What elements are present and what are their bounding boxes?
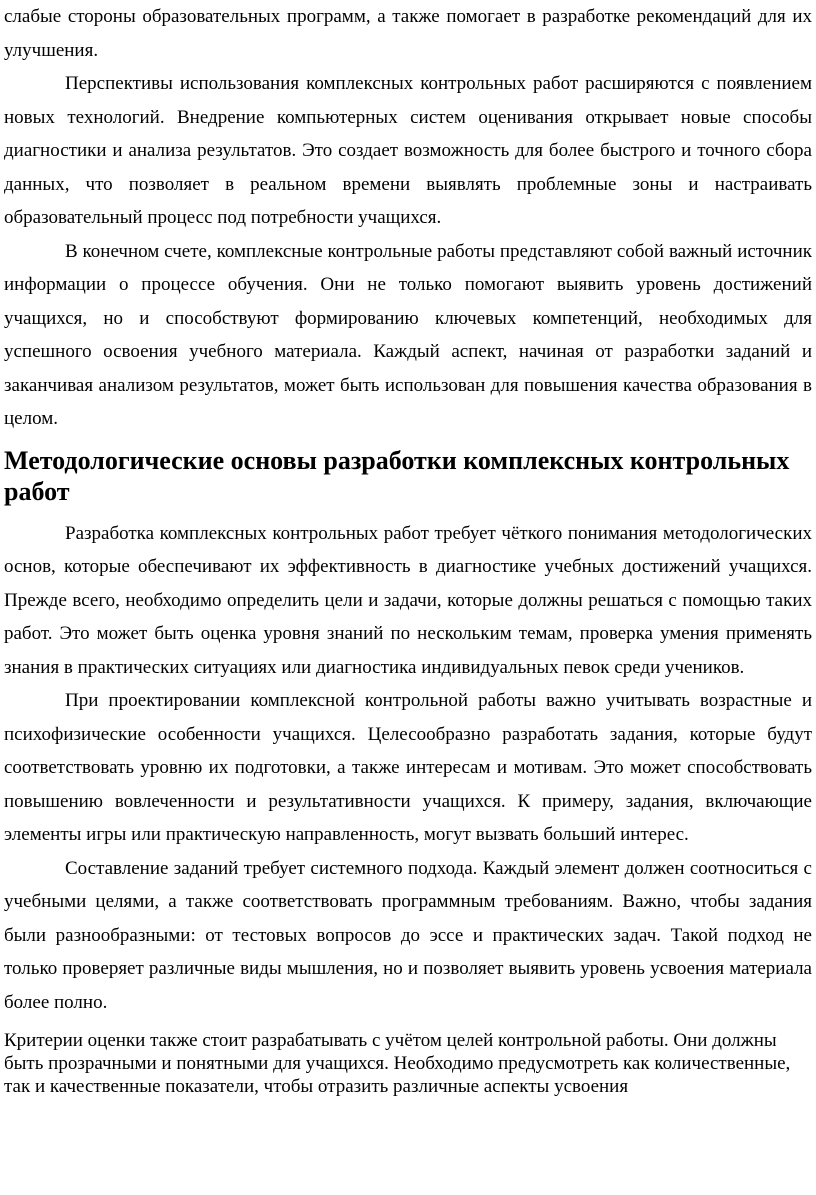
paragraph-design: При проектировании комплексной контрольной работы важно учитывать возрастные и психофизические особенности учащихся. Целесообразно разработать задания, которые будут соответствовать уровню их подготовки, а также интересам и мотивам. Это может способствовать повышению вовлеченности и результативности учащихся. К примеру, задания, включающие элементы игры или практическую направленность, могут вызвать больший интерес. <box>4 690 812 845</box>
paragraph-methodology: Разработка комплексных контрольных работ требует чёткого понимания методологических основ, которые обеспечивают их эффективность в диагностике учебных достижений учащихся. Прежде всего, необходимо определить цели и задачи, которые должны решаться с помощью таких работ. Это может быть оценка уровня знаний по нескольким темам, проверка умения применять знания в практических ситуациях или диагностика индивидуальных певок среди учеников. <box>4 522 812 678</box>
paragraph-continuation: слабые стороны образовательных программ, а также помогает в разработке рекомендаций для их улучшения. <box>4 6 812 61</box>
paragraph-prospects: Перспективы использования комплексных контрольных работ расширяются с появлением новых технологий. Внедрение компьютерных систем оценивания открывает новые способы диагностики и анализа результатов. Это создает возможность для более быстрого и точного сбора данных, что позволяет в реальном времени выявлять проблемные зоны и настраивать образовательный процесс под потребности учащихся. <box>4 73 812 228</box>
paragraph-tasks: Составление заданий требует системного подхода. Каждый элемент должен соотноситься с учебными целями, а также соответствовать программным требованиям. Важно, чтобы задания были разнообразными: от тестовых вопросов до эссе и практических задач. Такой подход не только проверяет различные виды мышления, но и позволяет выявить уровень усвоения материала более полно. <box>4 857 812 1013</box>
paragraph-criteria: Критерии оценки также стоит разрабатывать с учётом целей контрольной работы. Они должны быть прозрачными и понятными для учащихся. Необходимо предусмотреть как количественные, так и качественные показатели, чтобы отразить различные аспекты усвоения <box>4 1030 791 1097</box>
paragraph-conclusion: В конечном счете, комплексные контрольные работы представляют собой важный источник информации о процессе обучения. Они не только помогают выявить уровень достижений учащихся, но и способствуют формированию ключевых компетенций, необходимых для успешного освоения учебного материала. Каждый аспект, начиная от разработки заданий и заканчивая анализом результатов, может быть использован для повышения качества образования в целом. <box>4 240 812 429</box>
section-heading: Методологические основы разработки комплексных контрольных работ <box>4 445 790 506</box>
